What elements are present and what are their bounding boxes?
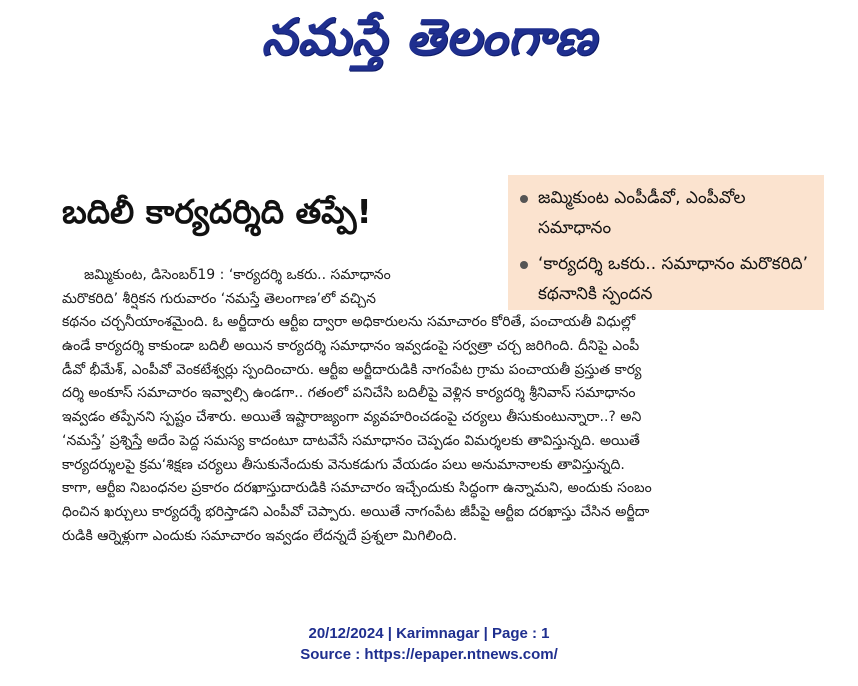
body-line: కాగా, ఆర్టీఐ నిబంధనల ప్రకారం దరఖాస్తుదారుడికి సమాచారం ఇచ్చేందుకు సిద్ధంగా ఉన్నామని, అందుకు సంబం — [62, 480, 652, 497]
body-line: ధించిన ఖర్చులు కార్యదర్శే భరిస్తాడని ఎంపీవో చెప్పారు. అయితే నాగంపేట జీపీపై ఆర్టీఐ దరఖాస్తు చేసిన అర్జీదా — [62, 503, 650, 520]
body-line: ఉండే కార్యదర్శి కాకుండా బదిలీ అయిన కార్యదర్శి సమాధానం ఇవ్వడంపై సర్వత్రా చర్చ జరిగింది. దీనిపై ఎంపీ — [62, 338, 640, 355]
footer-date-edition: 20/12/2024 | Karimnagar | Page : 1 — [308, 625, 550, 642]
footer-source: Source : https://epaper.ntnews.com/ — [300, 646, 558, 663]
body-line: డీవో భీమేశ్, ఎంపీవో వెంకటేశ్వర్లు స్పందించారు. ఆర్టీఐ అర్జీదారుడికి నాగంపేట గ్రామ పంచాయతీ ప్రస్తుత కార్య — [62, 361, 642, 378]
body-line: మరొకరిది’ శీర్షికన గురువారం ‘నమస్తే తెలంగాణ’లో వచ్చిన — [62, 290, 376, 307]
body-line: జమ్మికుంట, డిసెంబర్19 : ‘కార్యదర్శి ఒకరు.. సమాధానం — [84, 267, 391, 283]
body-line: రుడికి ఆర్నెళ్లుగా ఎందుకు సమాచారం ఇవ్వడం లేదన్నదే ప్రశ్నలా మిగిలింది. — [62, 527, 458, 544]
masthead — [0, 8, 858, 78]
bullet-icon — [520, 195, 528, 203]
body-line: దర్శి అంకూస్ సమాచారం ఇవ్వాల్సి ఉండగా.. గతంలో పనిచేసి బదిలీపై వెళ్లిన కార్యదర్శి శ్రీనివాస్ సమాధానం — [62, 385, 636, 402]
highlight-text: జమ్మికుంట ఎంపీడీవో, ఎంపీవోల సమాధానం — [538, 188, 746, 238]
footer — [0, 623, 858, 665]
highlight-text: ‘కార్యదర్శి ఒకరు.. సమాధానం మరొకరిది’ కథనానికి స్పందన — [538, 254, 809, 304]
body-line: కార్యదర్శులపై క్రమ‘శిక్షణ చర్యలు తీసుకునేందుకు వెనుకడుగు వేయడం పలు అనుమానాలకు తావిస్తున్నది. — [62, 456, 625, 473]
body-line: ఇవ్వడం తప్పేనని స్పష్టం చేశారు. అయితే ఇష్టారాజ్యంగా వ్యవహరించడంపై చర్యలు తీసుకుంటున్నారా..? అని — [62, 409, 642, 426]
body-line: ‘నమస్తే’ ప్రశ్నిస్తే అదేం పెద్ద సమస్య కాదంటూ దాటవేసే సమాధానం చెప్పడం విమర్శలకు తావిస్తున్నది. అయితే — [62, 432, 640, 449]
article-headline: బదిలీ కార్యదర్శిది తప్పే! — [62, 192, 372, 231]
newspaper-logo: నమస్తే తెలంగాణ — [261, 7, 597, 66]
highlight-item — [518, 183, 814, 243]
article-body — [62, 264, 830, 548]
body-line: కథనం చర్చనీయాంశమైంది. ఓ అర్జీదారు ఆర్టీఐ ద్వారా అధికారులను సమాచారం కోరితే, పంచాయతీ విధుల్లో — [62, 314, 636, 331]
